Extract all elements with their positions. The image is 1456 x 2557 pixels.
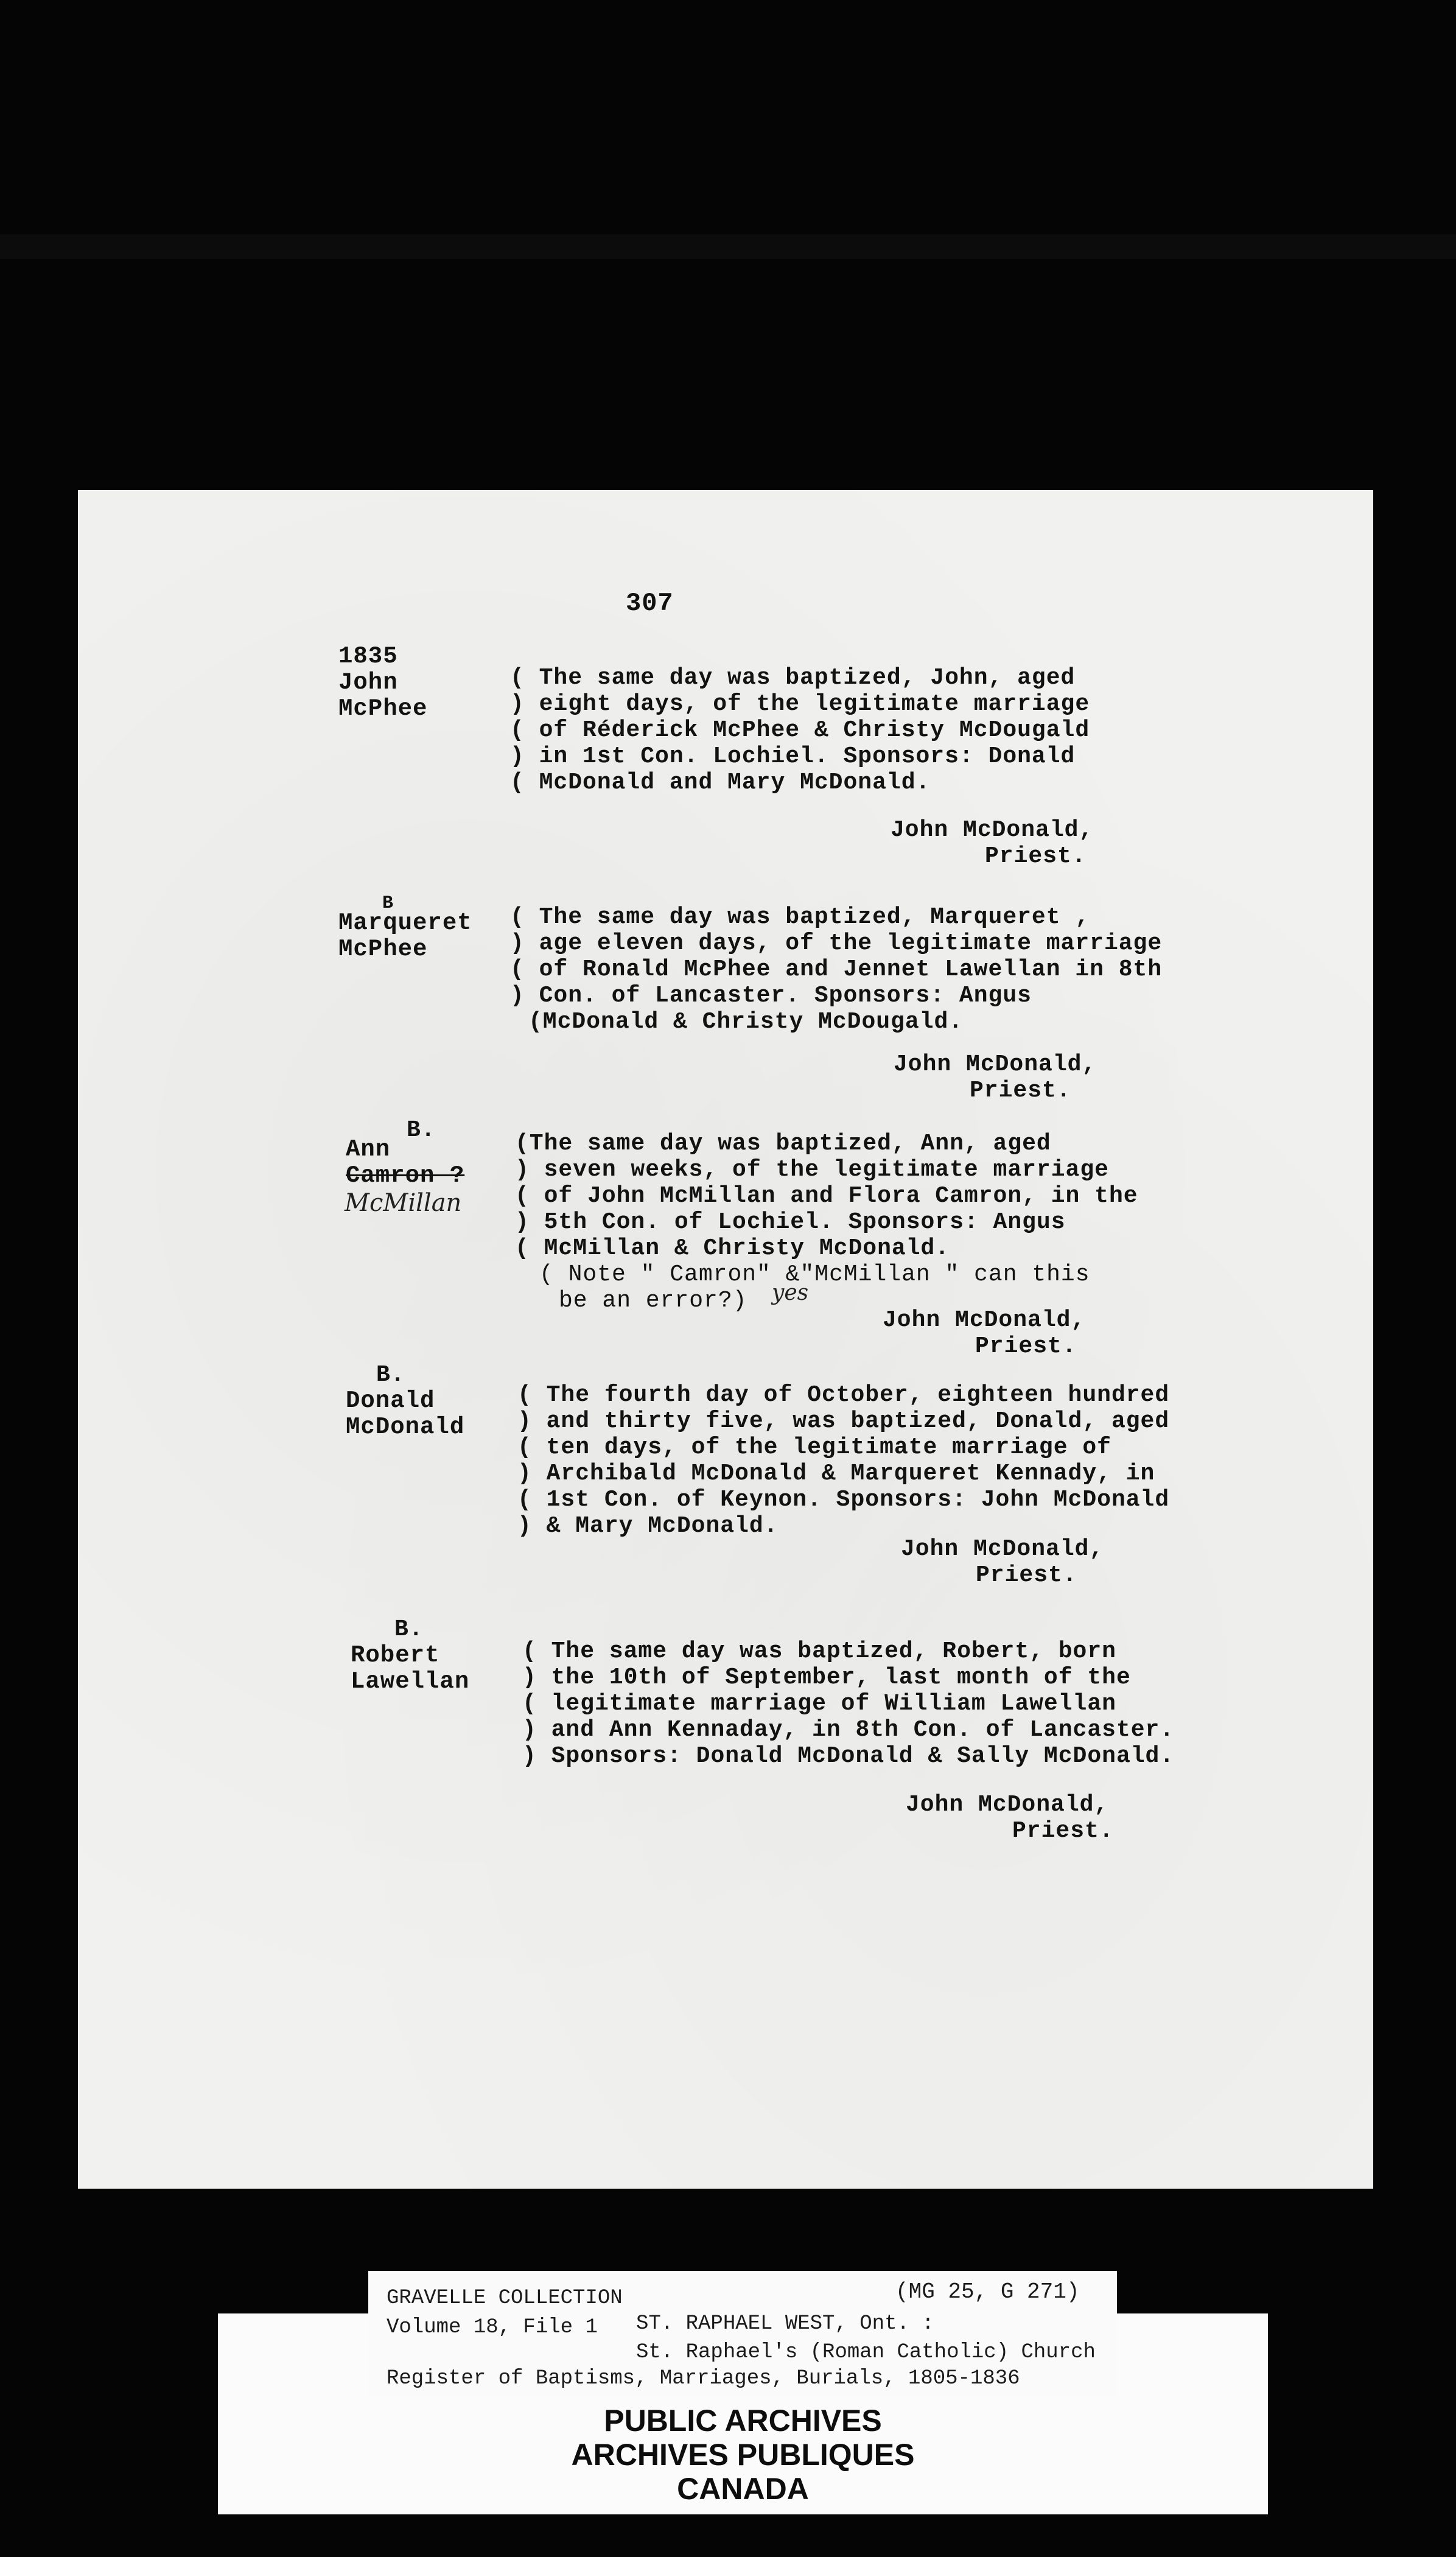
entry-name-line: Robert	[351, 1642, 440, 1669]
signature-title: Priest.	[970, 1078, 1071, 1104]
note-line: be an error?)	[559, 1288, 747, 1314]
entry-name-line: McPhee	[338, 936, 428, 963]
entry-text-line: ( 1st Con. of Keynon. Sponsors: John McDonald	[517, 1487, 1170, 1513]
signature-name: John McDonald,	[883, 1307, 1086, 1333]
entry-text-line: ( legitimate marriage of William Lawellan	[522, 1691, 1116, 1717]
entry-text-line: ( of Ronald McPhee and Jennet Lawellan in 8th	[510, 956, 1163, 983]
signature-name: John McDonald,	[906, 1792, 1109, 1818]
signature-name: John McDonald,	[901, 1536, 1104, 1562]
film-scan-band	[0, 234, 1456, 259]
entry-name-line: McPhee	[338, 695, 428, 722]
collection-volume: Volume 18, File 1	[387, 2316, 598, 2339]
archives-name-en: PUBLIC ARCHIVES	[604, 2404, 882, 2438]
entry-text-line: ) seven weeks, of the legitimate marriage	[515, 1157, 1109, 1183]
entry-mark: B	[382, 893, 394, 914]
collection-name: GRAVELLE COLLECTION	[387, 2287, 623, 2310]
signature-name: John McDonald,	[891, 817, 1094, 843]
entry-name-line-struck: Camron ?	[346, 1162, 465, 1189]
entry-text-line: (The same day was baptized, Ann, aged	[515, 1131, 1051, 1157]
entry-text-line: ( McDonald and Mary McDonald.	[510, 770, 931, 796]
entry-text-line: ( McMillan & Christy McDonald.	[515, 1235, 950, 1261]
signature-name: John McDonald,	[894, 1051, 1097, 1078]
collection-register: Register of Baptisms, Marriages, Burials, 1805-1836	[387, 2367, 1020, 2390]
signature-title: Priest.	[985, 843, 1087, 869]
entry-text-line: ( The same day was baptized, Robert, born	[522, 1638, 1116, 1664]
entry-text-line: ( The same day was baptized, John, aged	[510, 665, 1076, 691]
entry-name-line: Donald	[346, 1387, 435, 1414]
signature-title: Priest.	[975, 1333, 1077, 1359]
entry-mark: B.	[376, 1362, 405, 1388]
entry-text-line: ( The same day was baptized, Marqueret ,	[510, 904, 1090, 930]
entry-text-line: ( The fourth day of October, eighteen hundred	[517, 1382, 1170, 1408]
entry-name-line: McDonald	[346, 1414, 465, 1440]
collection-place: ST. RAPHAEL WEST, Ont. :	[636, 2312, 934, 2335]
entry-text-line: ) and thirty five, was baptized, Donald, aged	[517, 1408, 1170, 1434]
entry-name-line: Lawellan	[351, 1668, 470, 1695]
entry-mark: B.	[394, 1616, 424, 1643]
entry-text-line: ) 5th Con. of Lochiel. Sponsors: Angus	[515, 1209, 1066, 1235]
entry-text-line: ) eight days, of the legitimate marriage	[510, 691, 1090, 717]
entry-text-line: ( of John McMillan and Flora Camron, in the	[515, 1183, 1138, 1209]
handwritten-name-correction: McMillan	[345, 1189, 462, 1217]
entry-text-line: ( of Réderick McPhee & Christy McDougald	[510, 717, 1090, 743]
page-number: 307	[626, 589, 674, 618]
document-page	[78, 490, 1373, 2189]
handwritten-answer: yes	[772, 1280, 809, 1305]
note-line: ( Note " Camron" &"McMillan " can this	[539, 1261, 1090, 1288]
collection-label	[368, 2271, 1117, 2396]
entry-name-line: Ann	[346, 1136, 391, 1163]
archives-country: CANADA	[677, 2472, 809, 2506]
archives-name-fr: ARCHIVES PUBLIQUES	[571, 2438, 915, 2472]
signature-title: Priest.	[976, 1562, 1077, 1588]
entry-text-line: ) and Ann Kennaday, in 8th Con. of Lancaster.	[522, 1717, 1175, 1743]
entry-year: 1835	[338, 643, 398, 670]
entry-text-line: ) Sponsors: Donald McDonald & Sally McDonald.	[522, 1743, 1175, 1769]
collection-reference: (MG 25, G 271)	[895, 2279, 1080, 2304]
signature-title: Priest.	[1012, 1818, 1114, 1844]
entry-name-line: John	[338, 669, 398, 696]
entry-text-line: ) in 1st Con. Lochiel. Sponsors: Donald	[510, 743, 1076, 770]
entry-text-line: ) Con. of Lancaster. Sponsors: Angus	[510, 983, 1032, 1009]
entry-mark: B.	[407, 1117, 436, 1143]
entry-text-line: ) & Mary McDonald.	[517, 1513, 779, 1539]
entry-text-line: (McDonald & Christy McDougald.	[528, 1009, 964, 1035]
entry-text-line: ) age eleven days, of the legitimate marriage	[510, 930, 1163, 956]
entry-text-line: ) Archibald McDonald & Marqueret Kennady, in	[517, 1461, 1155, 1487]
entry-text-line: ( ten days, of the legitimate marriage of	[517, 1434, 1111, 1461]
entry-name-line: Marqueret	[338, 910, 472, 936]
entry-text-line: ) the 10th of September, last month of the	[522, 1664, 1131, 1691]
collection-church: St. Raphael's (Roman Catholic) Church	[636, 2341, 1096, 2364]
